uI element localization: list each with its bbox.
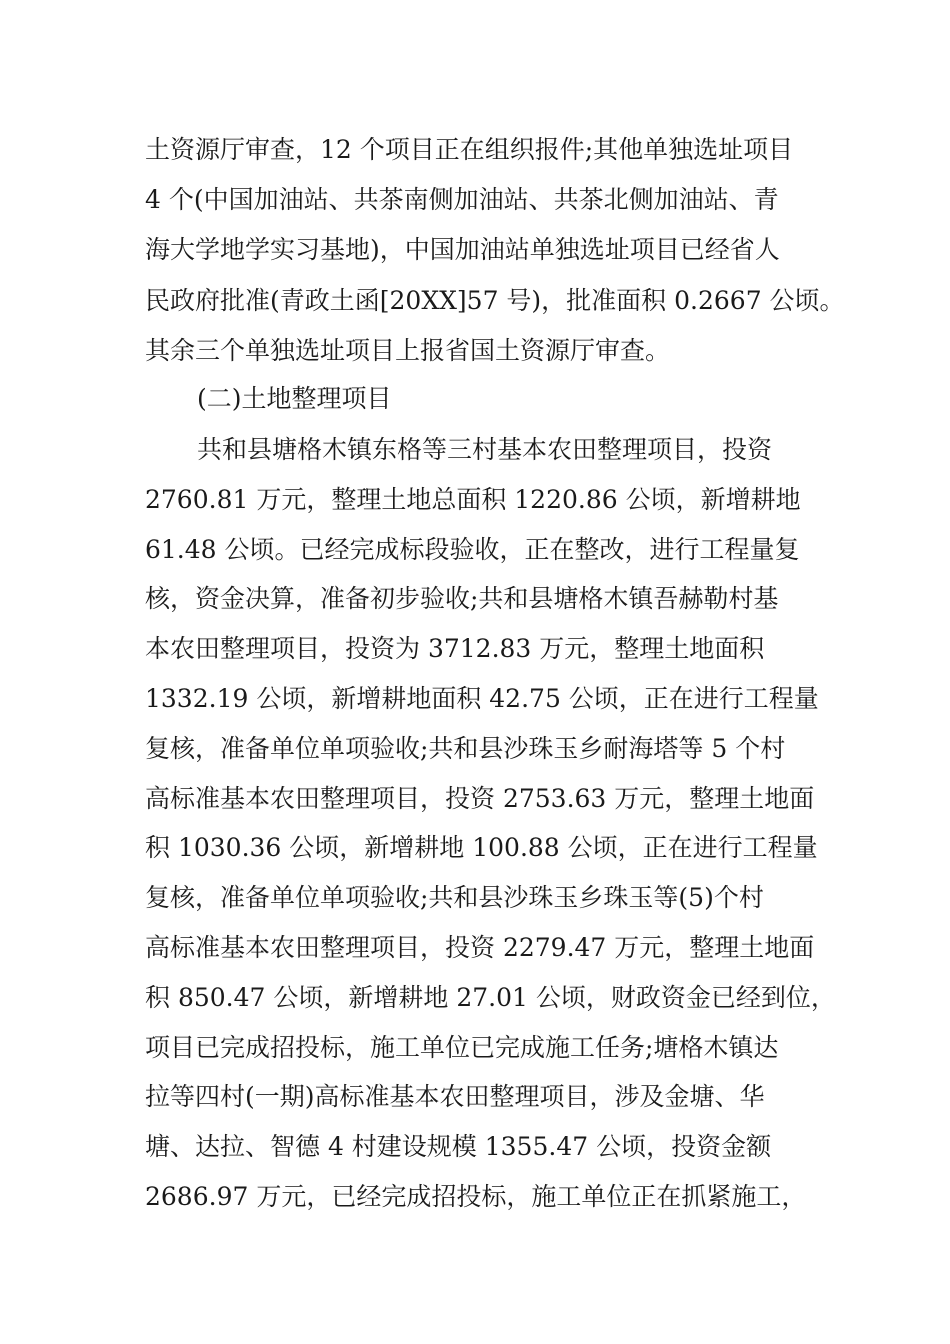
text-line: 积 1030.36 公顷，新增耕地 100.88 公顷，正在进行工程量 <box>145 833 818 862</box>
text-line: 民政府批准(青政土函[20XX]57 号)，批准面积 0.2667 公顷。 <box>145 286 845 315</box>
text-line: 61.48 公顷。已经完成标段验收，正在整改，进行工程量复 <box>145 535 800 564</box>
text-line: 海大学地学实习基地)，中国加油站单独选址项目已经省人 <box>145 235 780 264</box>
text-line: 积 850.47 公顷，新增耕地 27.01 公顷，财政资金已经到位， <box>145 983 836 1012</box>
text-line: 其余三个单独选址项目上报省国土资源厅审查。 <box>145 336 671 365</box>
text-line: 高标准基本农田整理项目，投资 2279.47 万元，整理土地面 <box>145 933 815 962</box>
text-line: 塘、达拉、智德 4 村建设规模 1355.47 公顷，投资金额 <box>145 1132 772 1161</box>
text-line: 核，资金决算，准备初步验收;共和县塘格木镇吾赫勒村基 <box>145 584 779 613</box>
paragraph-first-line: 共和县塘格木镇东格等三村基本农田整理项目，投资 <box>197 435 773 464</box>
text-line: 拉等四村(一期)高标准基本农田整理项目，涉及金塘、华 <box>145 1082 765 1111</box>
text-line: 复核，准备单位单项验收;共和县沙珠玉乡耐海塔等 5 个村 <box>145 734 786 763</box>
text-line: 2760.81 万元，整理土地总面积 1220.86 公顷，新增耕地 <box>145 485 801 514</box>
text-line: 2686.97 万元，已经完成招投标，施工单位正在抓紧施工， <box>145 1182 807 1211</box>
text-line: 项目已完成招投标，施工单位已完成施工任务;塘格木镇达 <box>145 1033 779 1062</box>
text-line: 本农田整理项目，投资为 3712.83 万元，整理土地面积 <box>145 634 765 663</box>
text-line: 1332.19 公顷，新增耕地面积 42.75 公顷，正在进行工程量 <box>145 684 819 713</box>
text-line: 土资源厅审查，12 个项目正在组织报件;其他单独选址项目 <box>145 135 794 164</box>
text-line: 高标准基本农田整理项目，投资 2753.63 万元，整理土地面 <box>145 784 815 813</box>
section-heading: (二)土地整理项目 <box>197 384 392 413</box>
text-line: 复核，准备单位单项验收;共和县沙珠玉乡珠玉等(5)个村 <box>145 883 764 912</box>
text-line: 4 个(中国加油站、共茶南侧加油站、共茶北侧加油站、青 <box>145 185 779 214</box>
